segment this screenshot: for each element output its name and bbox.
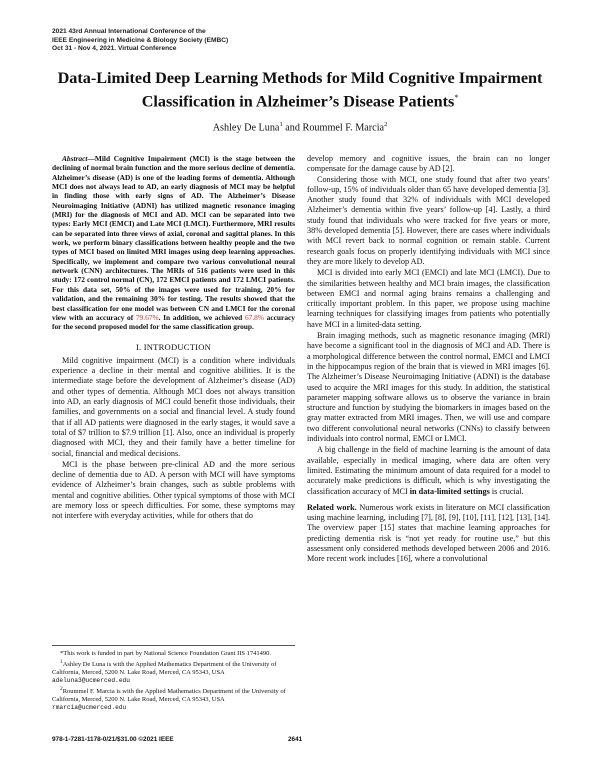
footnote-author-1 <box>52 658 295 685</box>
right-column <box>307 154 550 565</box>
conference-line-1: 2021 43rd Annual International Conference of the <box>52 28 206 35</box>
intro-paragraph-2: MCI is the phase between pre-clinical AD and the more serious decline of dementia due to AD. A person with MCI will have symptoms evidence of Alzheimer’s brain changes, such as subtle problems with mental and cognitive abilities. Other typical symptoms of those with MCI are memory loss or speech difficulties. For some, these symptoms may not interfere with everyday activities, while for others that do <box>52 459 295 521</box>
author-1: Ashley De Luna <box>212 122 280 134</box>
footnote-1-mark: 1 <box>60 659 63 665</box>
right-paragraph-1: Considering those with MCI, one study found that after two years’ follow-up, 15% of individuals older than 65 have developed dementia [3]. Another study found that 32% of individuals with MCI developed Alzheimer’s dementia within five years’ follow-up [4]. Lastly, a third study found that individuals who were tracked for five years or more, 38% developed dementia [5]. However, there are cases where individuals with MCI revert back to normal cognition or remain stable. Current research goals focus on properly identifying individuals with MCI since they are more likely to develop AD. <box>307 174 550 266</box>
page-number: 2641 <box>288 736 303 743</box>
footnote-1-text: Ashley De Luna is with the Applied Mathematics Department of the University of California, Merced, 5200 N. Lake Road, Merced, CA 95343, USA <box>52 661 277 677</box>
abstract-text-3: accuracy for the second proposed model for the same classification group. <box>52 312 295 332</box>
author-connector: and <box>282 122 303 134</box>
left-column <box>52 154 295 523</box>
p4-text-c: is crucial. <box>489 486 524 496</box>
author-list <box>40 121 560 133</box>
title-line-2: Classification in Alzheimer’s Disease Patients <box>141 92 455 111</box>
abstract-accuracy-1: 79.67% <box>135 312 159 322</box>
conference-line-3: Oct 31 - Nov 4, 2021. Virtual Conference <box>52 45 177 53</box>
related-work-heading: Related work. <box>307 502 357 512</box>
related-work-text: Numerous work exists in literature on MCI classification using machine learning, including [7], [8], [9], [10], [11], [12], [13], [14]. The overview paper [15] states that machine learning approaches for predicting dementia risk is “not yet ready for routine use,” but this assessment only considered methods developed between 2006 and 2016. More recent work includes [16], where a convolutional <box>307 502 551 564</box>
right-paragraph-3: Brain imaging methods, such as magnetic resonance imaging (MRI) have become a significant tool in the diagnosis of MCI and AD. There is a morphological difference between the control normal, EMCI and LMCI in the hippocampus region of the brain that is viewed in MRI images [6]. The Alzheimer’s Disease Neuroimaging Initiative (ADNI) is the database used to acquire the MRI images for this study. In addition, the statistical parameter mapping software allows us to observe the variance in brain structure and function by studying the biomarkers in images based on the gray matter extracted from MRI images. Then, we will use and compare two different convolutional neural networks (CNNs) to classify between individuals into control normal, EMCI or LMCI. <box>307 331 550 444</box>
right-paragraph-0: develop memory and cognitive issues, the brain can no longer compensate for the damage cause by AD [2]. <box>307 154 550 174</box>
right-paragraph-4 <box>307 445 550 496</box>
author-1-affiliation: 1 <box>279 121 283 128</box>
p4-text-a: A big challenge in the field of machine learning is the amount of data available, especially in medical imaging, where data are often very limited. Estimating the minimum amount of data required for a model to accurately make predictions is difficult, which is why investigating the classification accuracy of MCI <box>307 445 550 496</box>
conference-header <box>52 28 228 54</box>
section-heading-introduction: I. INTRODUCTION <box>135 341 212 352</box>
abstract-accuracy-2: 67.8% <box>244 312 265 322</box>
abstract-dash: — <box>87 154 95 163</box>
conference-line-2: IEEE Engineering in Medicine & Biology Society (EMBC) <box>52 36 229 44</box>
author-2-affiliation: 2 <box>384 121 388 128</box>
p4-emphasis: in data-limited settings <box>409 486 490 496</box>
author-2-email-link[interactable]: rmarcia@ucmerced.edu <box>52 704 127 712</box>
title-footnote-mark: * <box>454 93 459 102</box>
intro-paragraph-1: Mild cognitive impairment (MCI) is a condition where individuals experience a decline in their mental and cognitive abilities. It is the intermediate stage before the development of Alzheimer’s disease (AD) and other types of dementia. Although MCI does not always transition into AD, an early diagnosis of MCI could benefit those individuals, their families, and governments on a social and financial level. A study found that if all AD patients were diagnosed in the early stages, it would save a total of $7 trillion to $7.9 trillion [1]. Also, once an individual is properly diagnosed with MCI, they and their family have a better timeline for social, financial and medical decisions. <box>52 355 295 458</box>
abstract-text-1: Mild Cognitive Impairment (MCI) is the stage between the declining of normal brain function and the more serious decline of dementia. Alzheimer’s disease (AD) is one of the leading forms of dementia. Although MCI does not always lead to AD, an early diagnosis of MCI may be helpful in finding those with early signs of AD. The Alzheimer’s Disease Neuroimaging Initiative (ADNI) has utilized magnetic resonance imaging (MRI) for the diagnosis of MCI and AD. MCI can be separated into two types: Early MCI (EMCI) and Late MCI (LMCI). Furthermore, MRI results can be separated into three views of axial, coronal and sagittal planes. In this work, we perform binary classifications between healthy people and the two types of MCI based on limited MRI images using deep learning approaches. Specifically, we implement and compare two various convolutional neural network (CNN) architectures. The MRIs of 516 patients were used in this study: 172 control normal (CN), 172 EMCI patients and 172 LMCI patients. For this data set, 50% of the images were used for training, 20% for validation, and the remaining 30% for testing. The results showed that the best classification for one model was between CN and LMCI for the coronal view with an accuracy of <box>52 154 295 322</box>
right-paragraph-2: MCI is divided into early MCI (EMCI) and late MCI (LMCI). Due to the similarities between healthy and MCI brain images, the classification between EMCI and normal aging brains remains a challenging and critically important problem. In this paper, we propose using machine learning techniques for classifying images from patients who potentially have MCI in a limited-data setting. <box>307 268 550 329</box>
paper-title <box>40 68 560 111</box>
footnote-author-2 <box>52 685 295 712</box>
title-line-1: Data-Limited Deep Learning Methods for Mild Cognitive Impairment <box>57 69 543 87</box>
related-work-paragraph <box>307 503 550 565</box>
footnote-funding: *This work is funded in part by National Science Foundation Grant IIS 1741490. <box>60 650 272 657</box>
abstract-text-2: . In addition, we achieved <box>158 312 245 322</box>
abstract <box>52 154 295 332</box>
footer-isbn: 978-1-7281-1178-0/21/$31.00 ©2021 IEEE <box>52 736 174 743</box>
footnotes <box>52 645 295 712</box>
abstract-lead: Abstract <box>62 154 88 163</box>
footnote-2-text: Roummel F. Marcia is with the Applied Mathematics Department of the University of California, Merced, 5200 N. Lake Road, Merced, CA 95343, USA <box>52 688 286 704</box>
author-1-email-link[interactable]: adeluna3@ucmerced.edu <box>52 677 130 685</box>
footnote-2-mark: 2 <box>60 686 63 693</box>
author-2: Roummel F. Marcia <box>302 122 385 134</box>
